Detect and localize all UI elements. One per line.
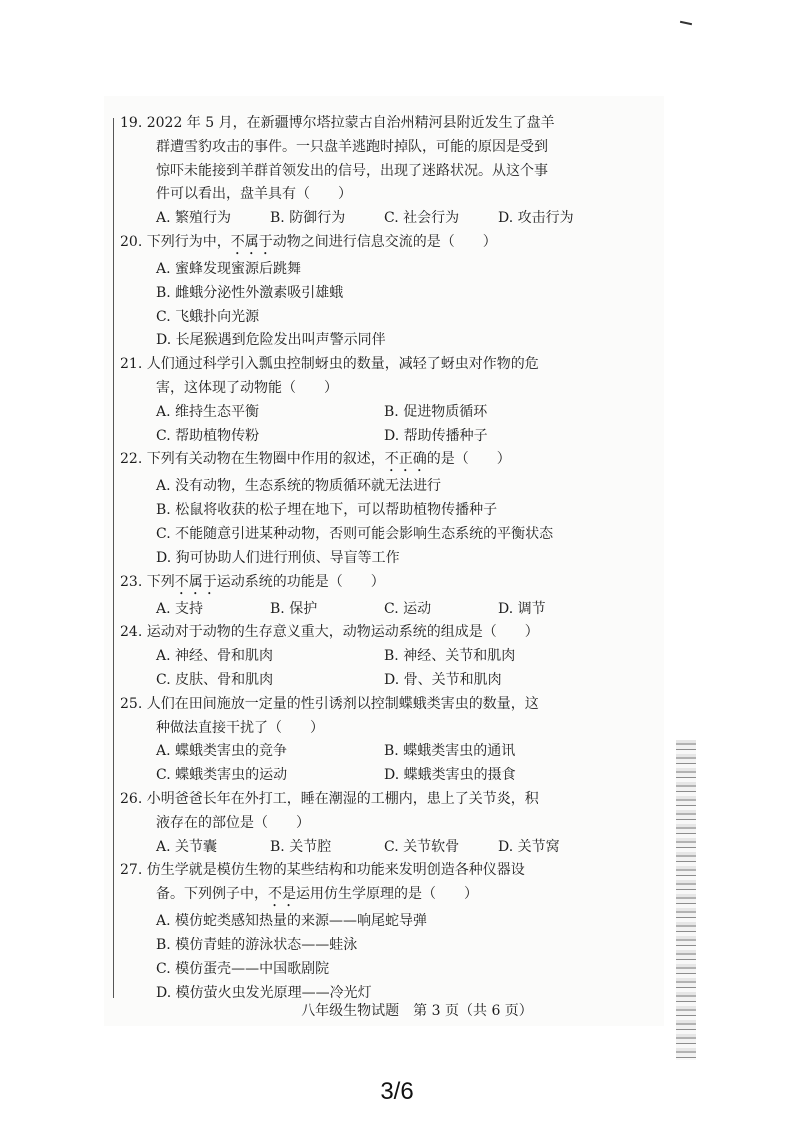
question-25 bbox=[120, 693, 640, 788]
option-row bbox=[120, 645, 640, 669]
question-number: 26. bbox=[120, 790, 143, 807]
question-stem: 下列 bbox=[146, 573, 175, 590]
option-d: D. 攻击行为 bbox=[498, 210, 574, 227]
emphasis-text: 不是 bbox=[268, 886, 296, 903]
question-stem: 的是（ ） bbox=[426, 451, 511, 468]
option-a: A. 支持 bbox=[156, 600, 204, 617]
question-stem: 小明爸爸长年在外打工，睡在潮湿的工棚内，患上了关节炎，积 bbox=[146, 790, 539, 807]
option-row bbox=[120, 764, 640, 788]
question-stem: 下列有关动物在生物圈中作用的叙述， bbox=[146, 451, 385, 468]
option-a: A. 没有动物，生态系统的物质循环就无法进行 bbox=[156, 478, 442, 495]
option-a: A. 繁殖行为 bbox=[156, 210, 232, 227]
option-row bbox=[120, 598, 640, 622]
option-b: B. 雌蛾分泌性外激素吸引雄蛾 bbox=[156, 284, 344, 301]
question-27 bbox=[120, 859, 640, 1005]
question-number: 19. bbox=[120, 115, 143, 131]
option-c: C. 运动 bbox=[384, 600, 432, 617]
question-stem: 害，这体现了动物能（ ） bbox=[156, 379, 338, 396]
option-d: D. 调节 bbox=[498, 600, 546, 617]
question-stem: 备。下列例子中， bbox=[156, 886, 268, 903]
option-b: B. 关节腔 bbox=[270, 838, 332, 855]
option-c: C. 关节软骨 bbox=[384, 838, 460, 855]
option-b: B. 防御行为 bbox=[270, 210, 346, 227]
question-stem: 群遭雪豹攻击的事件。一只盘羊逃跑时掉队，可能的原因是受到 bbox=[156, 138, 548, 155]
option-row bbox=[120, 836, 640, 860]
option-d: D. 帮助传播种子 bbox=[384, 427, 488, 444]
option-d: D. 长尾猴遇到危险发出叫声警示同伴 bbox=[156, 332, 386, 349]
option-a: A. 维持生态平衡 bbox=[156, 403, 260, 420]
option-row bbox=[120, 669, 640, 693]
option-c: C. 社会行为 bbox=[384, 210, 460, 227]
margin-line bbox=[113, 118, 114, 998]
question-stem: 件可以看出，盘羊具有（ ） bbox=[156, 186, 352, 203]
question-stem: 种做法直接干扰了（ ） bbox=[156, 719, 324, 736]
page-footer: 八年级生物试题 第 3 页（共 6 页） bbox=[301, 1003, 533, 1019]
option-b: B. 促进物质循环 bbox=[384, 403, 488, 420]
option-c: C. 不能随意引进某种动物，否则可能会影响生态系统的平衡状态 bbox=[156, 525, 554, 542]
question-number: 22. bbox=[120, 451, 143, 468]
question-number: 23. bbox=[120, 573, 143, 590]
question-21 bbox=[120, 353, 640, 448]
question-22 bbox=[120, 448, 640, 570]
question-19 bbox=[120, 112, 640, 231]
option-d: D. 蝶蛾类害虫的摄食 bbox=[384, 767, 516, 784]
question-stem: 运用仿生学原理的是（ ） bbox=[296, 886, 478, 903]
question-26 bbox=[120, 788, 640, 859]
option-b: B. 保护 bbox=[270, 600, 318, 617]
question-number: 21. bbox=[120, 356, 143, 373]
option-c: C. 帮助植物传粉 bbox=[156, 427, 260, 444]
emphasis-text: 不属于 bbox=[174, 573, 217, 590]
option-c: C. 蝶蛾类害虫的运动 bbox=[156, 767, 288, 784]
question-stem: 仿生学就是模仿生物的某些结构和功能来发明创造各种仪器设 bbox=[146, 862, 525, 879]
emphasis-text: 不属于 bbox=[230, 233, 273, 250]
question-stem: 运动系统的功能是（ ） bbox=[216, 573, 385, 590]
question-stem: 液存在的部位是（ ） bbox=[156, 814, 310, 831]
question-24 bbox=[120, 621, 640, 692]
question-stem: 人们在田间施放一定量的性引诱剂以控制蝶蛾类害虫的数量，这 bbox=[146, 695, 539, 712]
option-b: B. 神经、关节和肌肉 bbox=[384, 648, 516, 665]
question-stem: 人们通过科学引入瓢虫控制蚜虫的数量，减轻了蚜虫对作物的危 bbox=[146, 356, 539, 373]
option-a: A. 蝶蛾类害虫的竞争 bbox=[156, 743, 288, 760]
corner-mark bbox=[680, 21, 692, 25]
option-b: B. 松鼠将收获的松子埋在地下，可以帮助植物传播种子 bbox=[156, 502, 498, 519]
question-number: 24. bbox=[120, 624, 143, 641]
question-stem: 下列行为中， bbox=[146, 233, 231, 250]
question-stem: 惊吓未能接到羊群首领发出的信号，出现了迷路状况。从这个事 bbox=[156, 162, 548, 179]
option-c: C. 皮肤、骨和肌肉 bbox=[156, 671, 274, 688]
option-b: B. 蝶蛾类害虫的通讯 bbox=[384, 743, 516, 760]
option-a: A. 关节囊 bbox=[156, 838, 218, 855]
emphasis-text: 不正确 bbox=[384, 451, 427, 468]
question-number: 25. bbox=[120, 695, 143, 712]
page-indicator: 3/6 bbox=[380, 1078, 414, 1105]
option-row bbox=[120, 740, 640, 764]
question-list bbox=[120, 112, 640, 1005]
option-b: B. 模仿青蛙的游泳状态——蛙泳 bbox=[156, 936, 358, 953]
option-c: C. 模仿蛋壳——中国歌剧院 bbox=[156, 960, 330, 977]
question-stem-line bbox=[120, 883, 640, 910]
option-d: D. 模仿萤火虫发光原理——冷光灯 bbox=[156, 984, 372, 1001]
question-stem: 运动对于动物的生存意义重大，动物运动系统的组成是（ ） bbox=[146, 624, 539, 641]
option-a: A. 蜜蜂发现蜜源后跳舞 bbox=[156, 260, 302, 277]
option-a: A. 模仿蛇类感知热量的来源——响尾蛇导弹 bbox=[156, 913, 428, 930]
question-stem: 动物之间进行信息交流的是（ ） bbox=[272, 233, 497, 250]
option-a: A. 神经、骨和肌肉 bbox=[156, 648, 274, 665]
option-d: D. 狗可协助人们进行刑侦、导盲等工作 bbox=[156, 549, 400, 566]
option-d: D. 关节窝 bbox=[498, 838, 560, 855]
option-d: D. 骨、关节和肌肉 bbox=[384, 671, 502, 688]
question-number: 20. bbox=[120, 233, 143, 250]
question-20 bbox=[120, 231, 640, 353]
option-row bbox=[120, 425, 640, 449]
question-stem: 2022 年 5 月，在新疆博尔塔拉蒙古自治州精河县附近发生了盘羊 bbox=[146, 115, 555, 131]
question-23 bbox=[120, 571, 640, 622]
option-row bbox=[120, 207, 640, 231]
question-number: 27. bbox=[120, 862, 143, 879]
option-c: C. 飞蛾扑向光源 bbox=[156, 308, 260, 325]
option-row bbox=[120, 401, 640, 425]
